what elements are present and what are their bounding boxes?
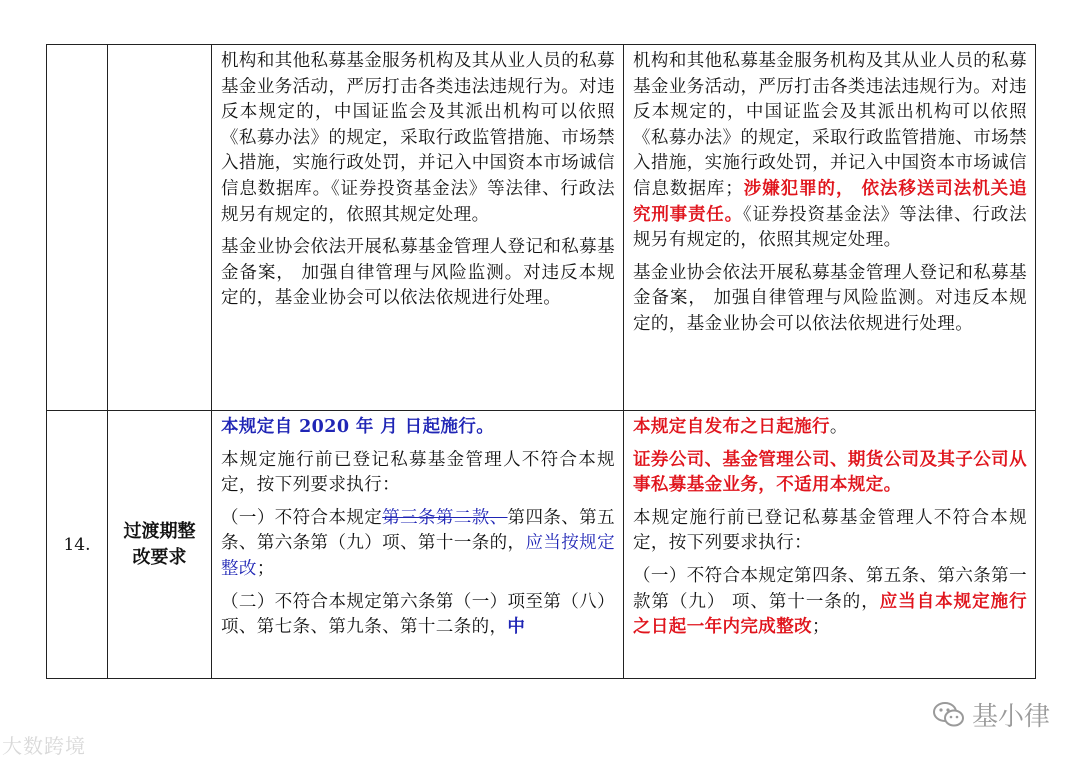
highlighted-text: 中 [507, 617, 526, 638]
final-paragraph: 证券公司、基金管理公司、期货公司及其子公司从事私募基金业务，不适用本规定。 [633, 449, 1027, 496]
table-row [47, 45, 1036, 411]
draft-text-cell [212, 411, 624, 679]
final-paragraph: 本规定施行前已登记私募基金管理人不符合本规定，按下列要求执行： [633, 507, 1027, 554]
comparison-table [46, 44, 1036, 679]
watermark-right [932, 696, 1050, 733]
draft-paragraph: 机构和其他私募基金服务机构及其从业人员的私募基金业务活动，严厉打击各类违法违规行为。对违反本规定的，中国证监会及其派出机构可以依照《私募办法》的规定，采取行政监管措施、市场禁入措施，实施行政处罚，并记入中国资本市场诚信信息数据库。《证券投资基金法》等法律、行政法规另有规定的，依照其规定处理。 [221, 51, 615, 225]
final-paragraph: 本规定自发布之日起施行。 [633, 417, 848, 437]
draft-paragraph: 本规定施行前已登记私募基金管理人不符合本规定，按下列要求执行： [221, 449, 615, 496]
draft-text-cell [212, 45, 624, 411]
table-row [47, 411, 1036, 679]
draft-paragraph: （一）不符合本规定第三条第二款、第四条、第五条、第六条第（九）项、第十一条的，应当按规定整改； [221, 507, 615, 579]
row-number: 14. [47, 411, 108, 679]
final-paragraph: 基金业协会依法开展私募基金管理人登记和私募基金备案， 加强自律管理与风险监测。对违反本规定的，基金业协会可以依法依规进行处理。 [633, 262, 1027, 334]
final-text-cell [624, 411, 1036, 679]
highlighted-text: 应当按规定整改 [221, 533, 615, 579]
final-paragraph: 机构和其他私募基金服务机构及其从业人员的私募基金业务活动，严厉打击各类违法违规行为。对违反本规定的，中国证监会及其派出机构可以依照《私募办法》的规定，采取行政监管措施、市场禁入措施，实施行政处罚，并记入中国资本市场诚信信息数据库；涉嫌犯罪的， 依法移送司法机关追究刑事责任。《证券投资基金法》等法律、行政法规另有规定的，依照其规定处理。 [633, 51, 1027, 251]
draft-paragraph: 本规定自 2020 年 月 日起施行。 [221, 417, 495, 437]
watermark-left: 大数跨境 [2, 734, 86, 758]
added-text: 涉嫌犯罪的， 依法移送司法机关追究刑事责任。 [633, 178, 1027, 225]
wechat-icon [932, 700, 966, 730]
final-text-cell [624, 45, 1036, 411]
final-paragraph: （一）不符合本规定第四条、第五条、第六条第一款第（九） 项、第十一条的，应当自本规定施行之日起一年内完成整改； [633, 565, 1027, 638]
watermark-text: 基小律 [971, 702, 1050, 732]
draft-paragraph: （二）不符合本规定第六条第（一）项至第（八）项、第七条、第九条、第十二条的，中 [221, 591, 615, 638]
deleted-text: 第三条第二款、 [382, 507, 508, 528]
row-title-cell [108, 45, 212, 411]
added-text: 应当自本规定施行之日起一年内完成整改 [633, 591, 1027, 638]
added-text: 本规定自发布之日起施行 [633, 417, 830, 437]
draft-paragraph: 基金业协会依法开展私募基金管理人登记和私募基金备案， 加强自律管理与风险监测。对违反本规定的，基金业协会可以依法依规进行处理。 [221, 237, 615, 309]
row-number-cell [47, 45, 108, 411]
row-title: 过渡期整改要求 [108, 411, 212, 679]
